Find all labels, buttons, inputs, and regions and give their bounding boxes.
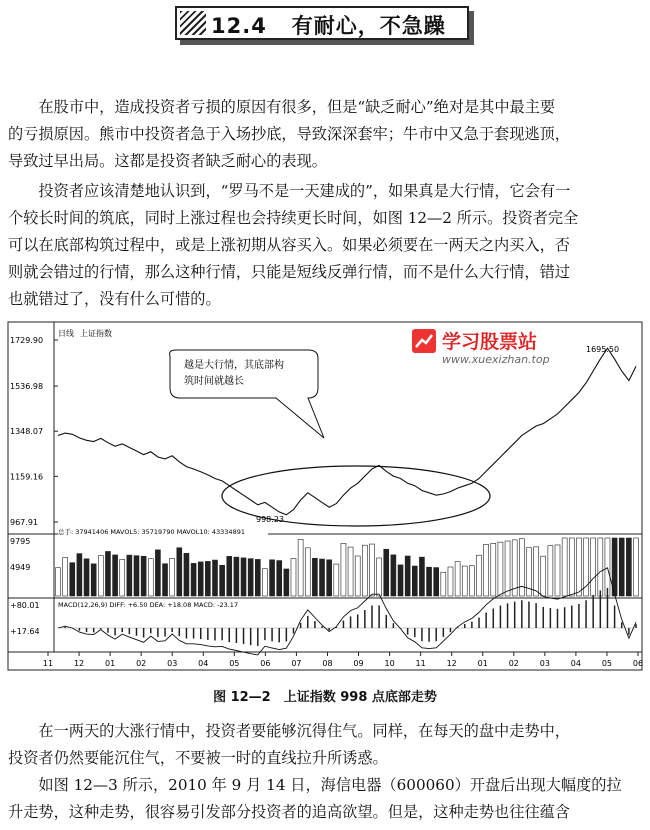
volume-bar xyxy=(205,561,210,596)
volume-bar xyxy=(548,546,553,596)
volume-bar xyxy=(212,560,217,596)
x-tick-label: 12 xyxy=(446,659,457,668)
volume-bar xyxy=(555,545,560,596)
text-line: 则就会错过的行情，那么这种行情，只能是短线反弹行情，而不是什么大行情，错过 xyxy=(8,263,570,281)
y-tick-label: 1536.98 xyxy=(10,382,44,392)
heading-number: 12.4 xyxy=(211,14,267,38)
volume-tick: 4949 xyxy=(10,563,31,572)
text-line: 可以在底部构筑过程中，或是上涨初期从容买入。如果必须要在一两天之内买入，否 xyxy=(8,236,570,254)
volume-bar xyxy=(427,567,432,596)
stock-chart xyxy=(8,322,642,670)
text-line: 在股市中，造成投资者亏损的原因有很多，但是“缺乏耐心”绝对是其中最主要 xyxy=(38,98,556,116)
paragraph-1 xyxy=(8,94,642,175)
x-tick-label: 09 xyxy=(353,659,364,668)
x-tick-label: 05 xyxy=(601,659,613,668)
volume-bar xyxy=(405,556,410,596)
volume-bar xyxy=(505,541,510,596)
volume-bar xyxy=(248,559,253,596)
volume-bar xyxy=(477,555,482,596)
x-tick-label: 08 xyxy=(322,659,333,668)
chart-frame xyxy=(8,322,642,670)
macd-tick: +17.64 xyxy=(10,627,40,636)
volume-bar xyxy=(184,553,189,596)
heading-text xyxy=(211,10,446,40)
x-tick-label: 06 xyxy=(260,659,271,668)
stock-chart-svg xyxy=(8,322,642,670)
heading-frame xyxy=(175,6,469,40)
high-annotation: 1695.50 xyxy=(586,345,620,354)
figure-caption: 图 12—2 上证指数 998 点底部走势 xyxy=(213,690,437,705)
y-tick-label: 1159.16 xyxy=(10,472,44,482)
volume-bar xyxy=(369,544,374,596)
volume-bar xyxy=(227,556,232,596)
volume-bar xyxy=(605,538,610,596)
x-tick-label: 04 xyxy=(198,659,209,668)
volume-bar xyxy=(98,556,103,596)
volume-tick: 9795 xyxy=(10,537,31,546)
volume-bar xyxy=(70,563,75,596)
volume-bar xyxy=(334,564,339,596)
volume-bar xyxy=(262,569,267,596)
text-line: 投资者应该清楚地认识到，“罗马不是一天建成的”，如果真是大行情，它会有一 xyxy=(38,182,571,200)
heading-title: 有耐心，不急躁 xyxy=(291,14,446,38)
volume-bar xyxy=(63,558,68,596)
volume-bar xyxy=(127,555,132,596)
volume-bar xyxy=(163,564,168,596)
volume-bar xyxy=(284,569,289,596)
x-tick-label: 06 xyxy=(632,659,644,668)
text-line: 如图 12—3 所示，2010 年 9 月 14 日，海信电器（600060）开盘后出现大幅度的拉 xyxy=(38,776,622,794)
y-tick-label: 967.91 xyxy=(10,518,38,527)
y-tick-label: 1729.90 xyxy=(10,336,44,345)
volume-bar xyxy=(148,559,153,596)
paragraph-4 xyxy=(8,772,642,826)
volume-bar xyxy=(491,543,496,596)
volume-bar xyxy=(155,550,160,596)
volume-bar xyxy=(619,538,624,596)
watermark-name: 学习股票站 xyxy=(442,331,538,353)
x-tick-label: 03 xyxy=(167,659,178,668)
volume-bar xyxy=(134,556,139,596)
volume-bar xyxy=(634,538,639,596)
text-line: 的亏损原因。熊市中投资者急于入场抄底，导致深深套牢；牛市中又急于套现逃顶， xyxy=(8,125,570,143)
volume-bar xyxy=(534,547,539,596)
volume-bar xyxy=(377,558,382,596)
text-line: 投资者仍然要能沉住气，不要被一时的直线拉升所诱惑。 xyxy=(8,749,388,767)
macd-tick: +80.01 xyxy=(10,601,40,610)
volume-bar xyxy=(355,556,360,596)
volume-bar xyxy=(198,562,203,596)
volume-bar xyxy=(291,558,296,596)
paragraph-3 xyxy=(8,718,642,772)
volume-bar xyxy=(484,544,489,596)
text-line: 在一两天的大涨行情中，投资者要能够沉得住气。同样，在每天的盘中走势中， xyxy=(38,722,570,740)
volume-bar xyxy=(341,543,346,596)
volume-legend: 总手: 37941406 MAVOL5: 35719790 MAVOL10: 43334891 xyxy=(58,528,245,536)
volume-bar xyxy=(91,564,96,596)
volume-bar xyxy=(412,566,417,596)
text-line: 导致过早出局。这都是投资者缺乏耐心的表现。 xyxy=(8,152,327,170)
x-tick-label: 05 xyxy=(229,659,240,668)
x-tick-label: 11 xyxy=(42,659,54,668)
volume-bar xyxy=(469,566,474,596)
volume-bar xyxy=(105,551,110,596)
low-annotation: 998.23 xyxy=(256,515,284,524)
volume-bar xyxy=(384,549,389,596)
volume-bar xyxy=(77,554,82,596)
callout-line-2: 筑时间就越长 xyxy=(184,376,244,387)
volume-bar xyxy=(56,568,61,596)
text-line: 也就错过了，没有什么可惜的。 xyxy=(8,290,221,308)
chart-period: 日线 xyxy=(58,329,74,338)
volume-bar xyxy=(519,539,524,596)
volume-bar xyxy=(462,566,467,596)
volume-bar xyxy=(327,560,332,596)
x-tick-label: 10 xyxy=(384,659,395,668)
volume-bar xyxy=(562,538,567,596)
callout-line-1: 越是大行情，其底部构 xyxy=(184,360,284,371)
heading-stripe-decoration xyxy=(180,11,206,35)
y-tick-label: 1348.07 xyxy=(10,427,44,437)
x-tick-label: 01 xyxy=(105,659,116,668)
volume-bar xyxy=(270,560,275,596)
volume-bar xyxy=(298,539,303,596)
x-tick-label: 02 xyxy=(136,659,147,668)
volume-bar xyxy=(305,548,310,596)
volume-bar xyxy=(362,545,367,596)
volume-bar xyxy=(255,559,260,596)
volume-bar xyxy=(591,538,596,596)
volume-bar xyxy=(120,559,125,596)
volume-bar xyxy=(448,567,453,596)
volume-bar xyxy=(498,542,503,596)
volume-bar xyxy=(220,565,225,596)
volume-bar xyxy=(320,559,325,596)
stock-trend-icon xyxy=(412,329,436,353)
paragraph-2 xyxy=(8,178,642,313)
volume-bar xyxy=(455,562,460,596)
text-line: 升走势，这种走势，很容易引发部分投资者的追高欲望。但是，这种走势也往往蕴含 xyxy=(8,803,570,821)
x-tick-label: 12 xyxy=(73,659,85,668)
volume-bar xyxy=(348,547,353,596)
x-tick-label: 04 xyxy=(570,659,581,668)
volume-bar xyxy=(398,565,403,596)
volume-bar xyxy=(598,538,603,596)
watermark-url: www.xuexizhan.top xyxy=(442,353,550,366)
volume-bar xyxy=(576,538,581,596)
section-heading xyxy=(175,6,475,40)
volume-bar xyxy=(191,563,196,596)
volume-bar xyxy=(391,555,396,596)
volume-bar xyxy=(241,558,246,596)
volume-bar xyxy=(234,557,239,596)
volume-bar xyxy=(441,572,446,596)
volume-bar xyxy=(113,555,118,596)
chart-index-name: 上证指数 xyxy=(80,329,112,338)
volume-bar xyxy=(141,556,146,596)
volume-bar xyxy=(569,538,574,596)
volume-bar xyxy=(541,556,546,596)
volume-bar xyxy=(170,558,175,596)
text-line: 个较长时间的筑底，同时上涨过程也会持续更长时间，如图 12—2 所示。投资者完全 xyxy=(8,209,579,227)
volume-bar xyxy=(434,568,439,596)
volume-bar xyxy=(419,557,424,596)
x-tick-label: 02 xyxy=(508,659,519,668)
x-tick-label: 07 xyxy=(291,659,302,668)
macd-legend: MACD(12,26,9) DIFF: +6.50 DEA: +18.08 MACD: -23.17 xyxy=(58,601,239,609)
volume-bar xyxy=(84,559,89,596)
volume-bar xyxy=(277,561,282,596)
x-tick-label: 03 xyxy=(539,659,550,668)
x-tick-label: 01 xyxy=(477,659,488,668)
volume-bar xyxy=(312,558,317,596)
volume-bar xyxy=(626,538,631,596)
x-tick-label: 11 xyxy=(415,659,426,668)
volume-bar xyxy=(177,548,182,596)
